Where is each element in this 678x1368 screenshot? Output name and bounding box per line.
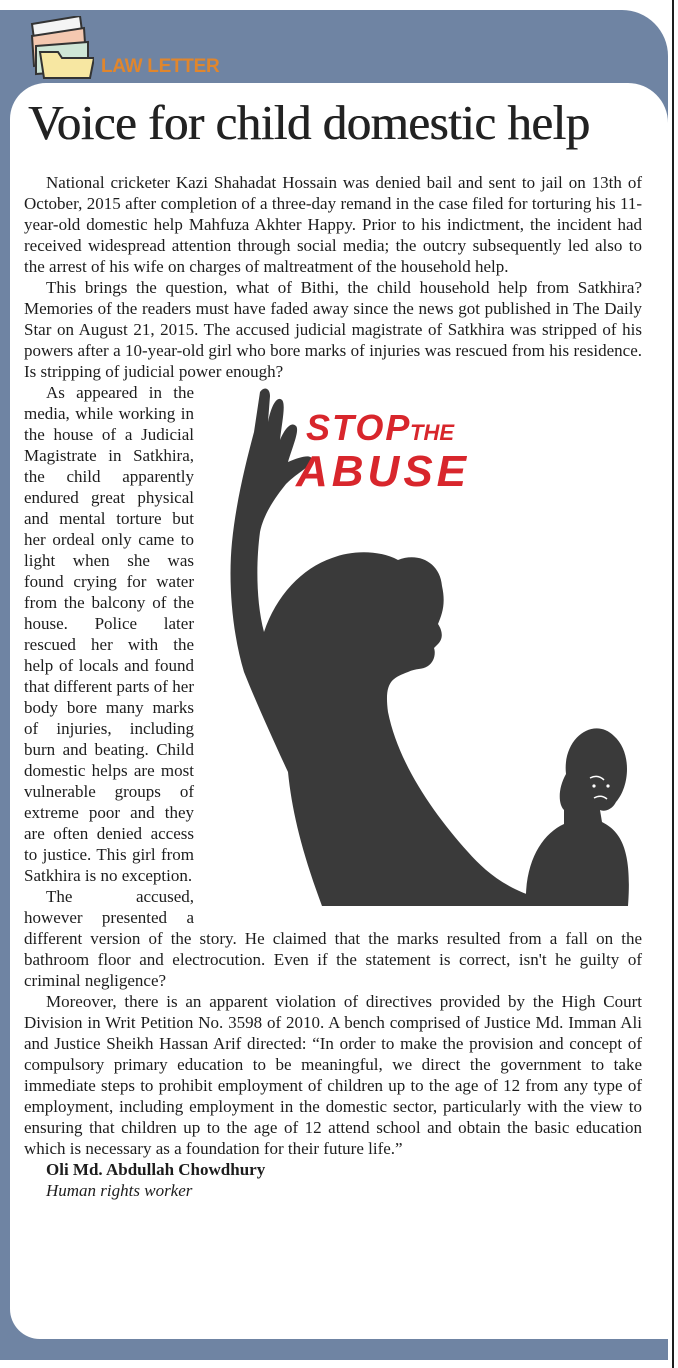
author-name: Oli Md. Abdullah Chowdhury <box>46 1160 266 1179</box>
article-body <box>24 172 642 1201</box>
headline: Voice for child domestic help <box>28 95 590 150</box>
section-label: LAW LETTER <box>101 56 220 77</box>
slogan-abuse: ABUSE <box>296 447 471 496</box>
paragraph-1: National cricketer Kazi Shahadat Hossain was denied bail and sent to jail on 13th of October, 2015 after completion of a three-day remand in the case filed for torturing his 11-year-old domestic help Mahfuza Akhter Happy. Prior to his indictment, the incident had received widespread attention through social media; the outcry subsequently led also to the arrest of his wife on charges of maltreatment of the household help. <box>24 173 642 276</box>
slogan-the: THE <box>410 420 454 445</box>
column-rule <box>672 0 674 1368</box>
stop-the-abuse-illustration <box>202 382 642 906</box>
paragraph-5: Moreover, there is an apparent violation of directives provided by the High Court Division in Writ Petition No. 3598 of 2010. A bench comprised of Justice Md. Imman Ali and Justice Sheikh Hassan Arif directed: “In order to make the provision and concept of compulsory primary education to be meaningful, we direct the government to take immediate steps to prohibit employment of children up to the age of 12 from any type of employment, including employment in the domestic sector, particularly with the view to ensuring that children up to the age of 12 attend school and obtain the basic education which is necessary as a foundation for their future life.” <box>24 992 642 1158</box>
shadow-of-raised-hand-over-child-icon <box>202 382 642 906</box>
author-role: Human rights worker <box>46 1181 193 1200</box>
child-silhouette <box>526 728 629 906</box>
paragraph-3: As appeared in the media, while working in the house of a Judicial Magistrate in Satkhira, the child apparently endured great physical and mental torture but her ordeal only came to light when she was found crying for water from the balcony of the house. Police later rescued her with the help of locals and found that different parts of her body bore many marks of injuries, including burn and beating. Child domestic helps are most vulnerable groups of extreme poor and they are often denied access to justice. This girl from Satkhira is no exception. <box>24 383 194 885</box>
paragraph-2: This brings the question, what of Bithi, the child household help from Satkhira? Memories of the readers must have faded away since the news got published in The Daily Star on August 21, 2015. The accused judicial magistrate of Satkhira was stripped of his powers after a 10-year-old girl who bore marks of injuries was rescued from his residence. Is stripping of judicial power enough? <box>24 278 642 381</box>
slogan-stop: STOP <box>306 407 412 448</box>
paragraph-4: The accused, however presented a different version of the story. He claimed that the marks resulted from a fall on the bathroom floor and electrocution. Even if the statement is correct, isn't he guilty of criminal negligence? <box>24 887 642 990</box>
folder-letters-icon <box>24 16 94 80</box>
